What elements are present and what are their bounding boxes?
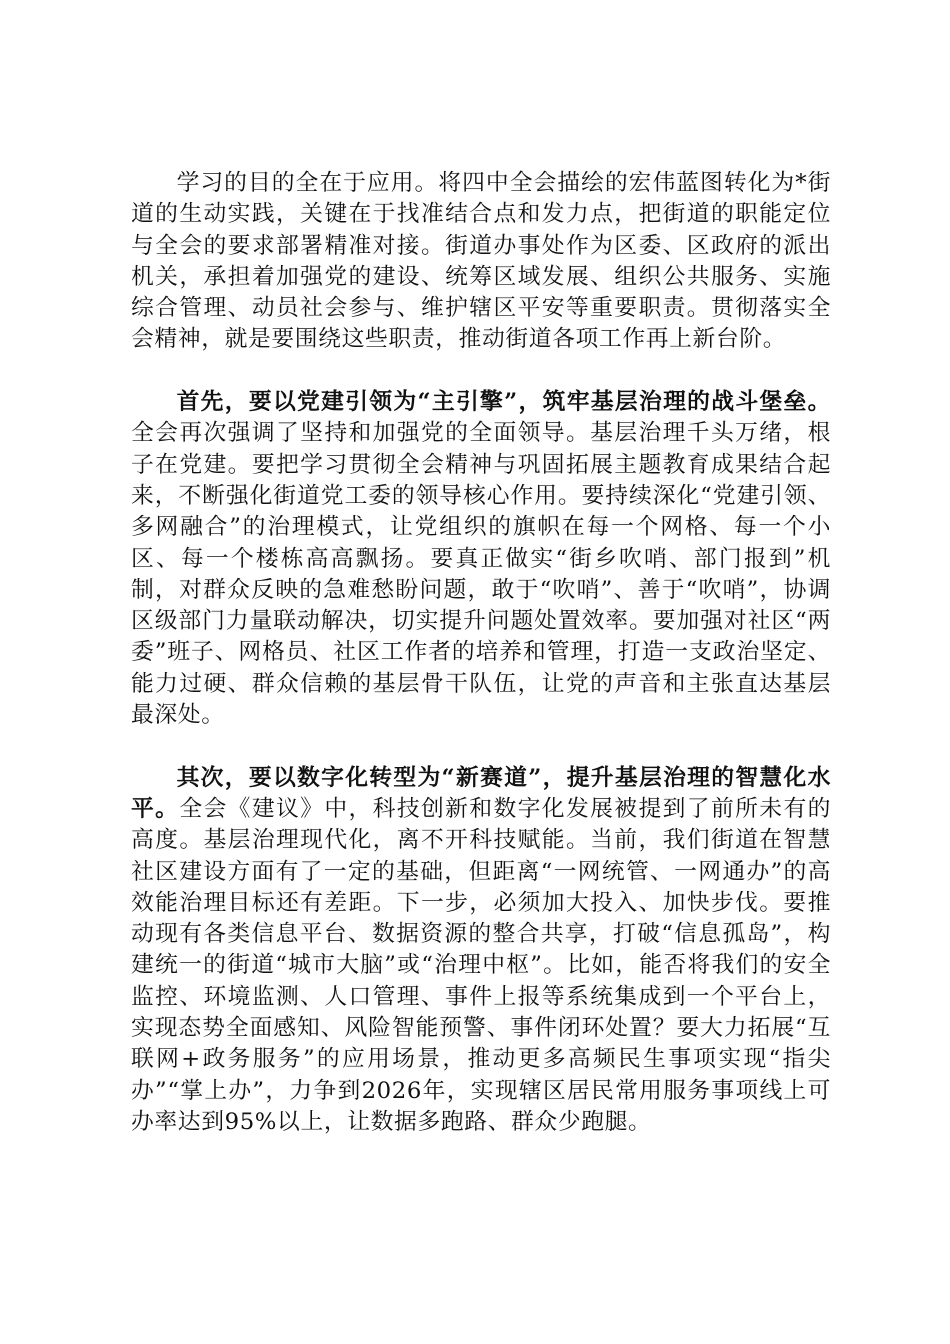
- paragraph-lead: 其次，要以数字化转型为“新赛道”，提升基层治理的智慧化水平。: [131, 764, 831, 822]
- paragraph-party-building: [131, 387, 831, 731]
- paragraph-application: [131, 168, 831, 356]
- document-body: [131, 168, 831, 1138]
- paragraph-digital-transformation: [131, 763, 831, 1139]
- paragraph-text: 全会再次强调了坚持和加强党的全面领导。基层治理千头万绪，根子在党建。要把学习贯彻全会精神与巩固拓展主题教育成果结合起来，不断强化街道党工委的领导核心作用。要持续深化“党建引领、多网融合”的治理模式，让党组织的旗帜在每一个网格、每一个小区、每一个楼栋高高飘扬。要真正做实“街乡吹哨、部门报到”机制，对群众反映的急难愁盼问题，敢于“吹哨”、善于“吹哨”，协调区级部门力量联动解决，切实提升问题处置效率。要加强对社区“两委”班子、网格员、社区工作者的培养和管理，打造一支政治坚定、能力过硬、群众信赖的基层骨干队伍，让党的声音和主张直达基层最深处。: [131, 420, 831, 729]
- paragraph-text: 全会《建议》中，科技创新和数字化发展被提到了前所未有的高度。基层治理现代化，离不开科技赋能。当前，我们街道在智慧社区建设方面有了一定的基础，但距离“一网统管、一网通办”的高效能治理目标还有差距。下一步，必须加大投入、加快步伐。要推动现有各类信息平台、数据资源的整合共享，打破“信息孤岛”，构建统一的街道“城市大脑”或“治理中枢”。比如，能否将我们的安全监控、环境监测、人口管理、事件上报等系统集成到一个平台上，实现态势全面感知、风险智能预警、事件闭环处置？要大力拓展“互联网+政务服务”的应用场景，推动更多高频民生事项实现“指尖办”“掌上办”，力争到2026年，实现辖区居民常用服务事项线上可办率达到95%以上，让数据多跑路、群众少跑腿。: [131, 795, 832, 1135]
- paragraph-lead: 首先，要以党建引领为“主引擎”，筑牢基层治理的战斗堡垒。: [176, 389, 831, 416]
- paragraph-text: 学习的目的全在于应用。将四中全会描绘的宏伟蓝图转化为*街道的生动实践，关键在于找准结合点和发力点，把街道的职能定位与全会的要求部署精准对接。街道办事处作为区委、区政府的派出机关，承担着加强党的建设、统筹区域发展、组织公共服务、实施综合管理、动员社会参与、维护辖区平安等重要职责。贯彻落实全会精神，就是要围绕这些职责，推动街道各项工作再上新台阶。: [131, 170, 831, 353]
